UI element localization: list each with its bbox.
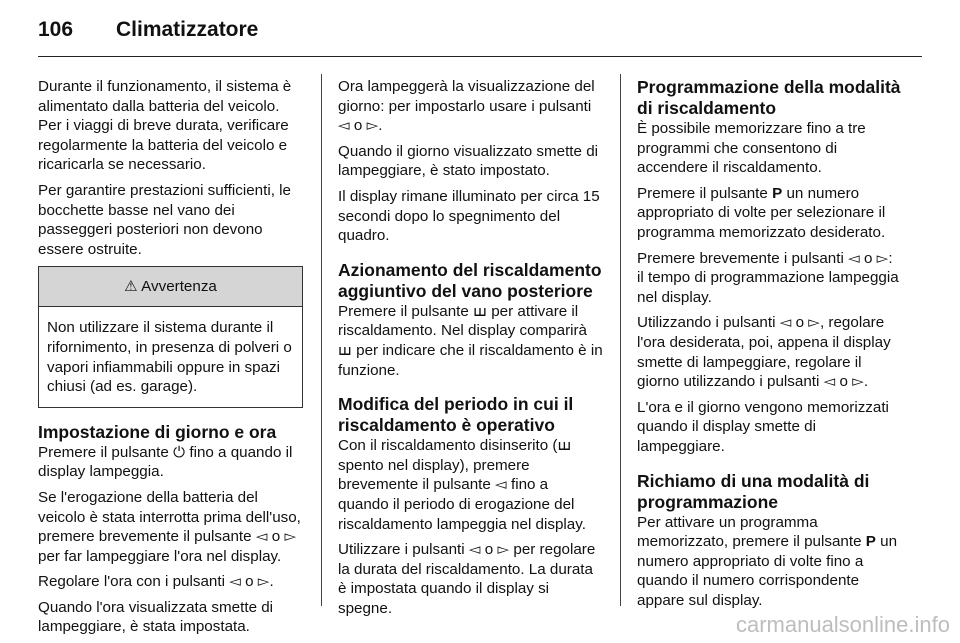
left-arrow-icon: ◅: [823, 373, 836, 391]
p-key-label: P: [865, 533, 876, 551]
heater-icon: ꟺ: [557, 437, 572, 455]
heater-icon: ꟺ: [338, 341, 352, 359]
section-heading: Modifica del periodo in cui il riscaldamento è operativo: [338, 394, 574, 436]
right-arrow-icon: ▻: [284, 528, 297, 546]
paragraph: Con il riscaldamento disinserito (ꟺ spento nel display), premere brevemente il pulsante ◅ fino a quando il periodo di erogazione del riscaldamento lampeggia nel display.: [338, 437, 586, 533]
paragraph: Utilizzando i pulsanti ◅ o ▻, regolare l'ora desiderata, poi, appena il display smette di lampeggiare, regolare il giorno utilizzando i pulsanti ◅ o ▻.: [637, 314, 891, 391]
page-title: Climatizzatore: [116, 18, 259, 41]
paragraph: L'ora e il giorno vengono memorizzati quando il display smette di lampeggiare.: [637, 398, 889, 455]
section-heading: Azionamento del riscaldamento aggiuntivo del vano posteriore: [338, 259, 602, 301]
page-number: 106: [38, 18, 74, 41]
paragraph: È possibile memorizzare fino a tre programmi che consentono di accendere il riscaldamento.: [637, 120, 866, 177]
left-arrow-icon: ◅: [848, 249, 860, 267]
header-rule: [38, 56, 922, 57]
warning-icon: ⚠: [124, 278, 138, 296]
column-2: [338, 77, 603, 624]
heater-icon: ꟺ: [473, 302, 487, 320]
right-arrow-icon: ▻: [257, 573, 270, 591]
section-heading: Richiamo di una modalità di programmazione: [637, 470, 870, 512]
column-divider-2: [620, 74, 621, 606]
section-heading: Programmazione della modalità di riscaldamento: [637, 77, 901, 118]
left-arrow-icon: ◅: [495, 476, 507, 494]
right-arrow-icon: ▻: [497, 541, 510, 559]
paragraph: Premere brevemente i pulsanti ◅ o ▻: il tempo di programmazione lampeggia nel display.: [637, 249, 899, 306]
watermark: carmanualsonline.info: [735, 612, 950, 637]
page-header: [38, 18, 258, 42]
warning-box: [38, 266, 303, 407]
column-3: [637, 77, 902, 616]
right-arrow-icon: ▻: [852, 373, 864, 391]
right-arrow-icon: ▻: [876, 249, 889, 267]
right-arrow-icon: ▻: [366, 117, 379, 135]
warning-text: Non utilizzare il sistema durante il rifornimento, in presenza di polveri o vapori infiammabili oppure in spazi chiusi (ad es. garage).: [47, 319, 292, 396]
p-key-label: P: [772, 184, 783, 202]
column-divider-1: [321, 74, 322, 606]
paragraph: Per garantire prestazioni sufficienti, le bocchette basse nel vano dei passeggeri posteriori non devono essere ostruite.: [38, 181, 291, 258]
left-arrow-icon: ◅: [779, 314, 792, 332]
paragraph: Premere il pulsante P un numero appropriato di volte per selezionare il programma memorizzato desiderato.: [637, 184, 886, 241]
paragraph: Se l'erogazione della batteria del veicolo è stata interrotta prima dell'uso, premere brevemente il pulsante ◅ o ▻ per far lampeggiare l'ora nel display.: [38, 488, 301, 565]
paragraph: Quando l'ora visualizzata smette di lampeggiare, è stata impostata.: [38, 598, 274, 636]
paragraph: Utilizzare i pulsanti ◅ o ▻ per regolare la durata del riscaldamento. La durata è impostata quando il display si spegne.: [338, 541, 596, 617]
paragraph: Premere il pulsante ⏻ fino a quando il display lampeggia.: [38, 443, 293, 481]
right-arrow-icon: ▻: [808, 314, 820, 332]
left-arrow-icon: ◅: [468, 541, 481, 559]
paragraph: Regolare l'ora con i pulsanti ◅ o ▻.: [38, 573, 274, 591]
paragraph: Il display rimane illuminato per circa 15 secondi dopo lo spegnimento del quadro.: [338, 187, 600, 245]
paragraph: Premere il pulsante ꟺ per attivare il riscaldamento. Nel display comparirà ꟺ per indicare che il riscaldamento è in funzione.: [338, 302, 603, 379]
warning-header: [39, 267, 302, 307]
paragraph: Ora lampeggerà la visualizzazione del giorno: per impostarlo usare i pulsanti ◅ o ▻.: [338, 78, 595, 135]
column-1: [38, 77, 303, 643]
paragraph: Quando il giorno visualizzato smette di lampeggiare, è stato impostato.: [338, 142, 599, 180]
clock-button-icon: ⏻: [173, 443, 186, 461]
left-arrow-icon: ◅: [229, 573, 241, 591]
section-heading: Impostazione di giorno e ora: [38, 421, 277, 442]
left-arrow-icon: ◅: [255, 528, 268, 546]
paragraph: Durante il funzionamento, il sistema è alimentato dalla batteria del veicolo. Per i viaggi di breve durata, verificare regolarmente la batteria del veicolo e ricaricarla se necessario.: [38, 78, 292, 174]
paragraph: Per attivare un programma memorizzato, premere il pulsante P un numero appropriato di volte fino a quando il numero corrispondente appare sul display.: [637, 513, 898, 609]
warning-title: Avvertenza: [141, 278, 217, 296]
left-arrow-icon: ◅: [338, 117, 350, 135]
